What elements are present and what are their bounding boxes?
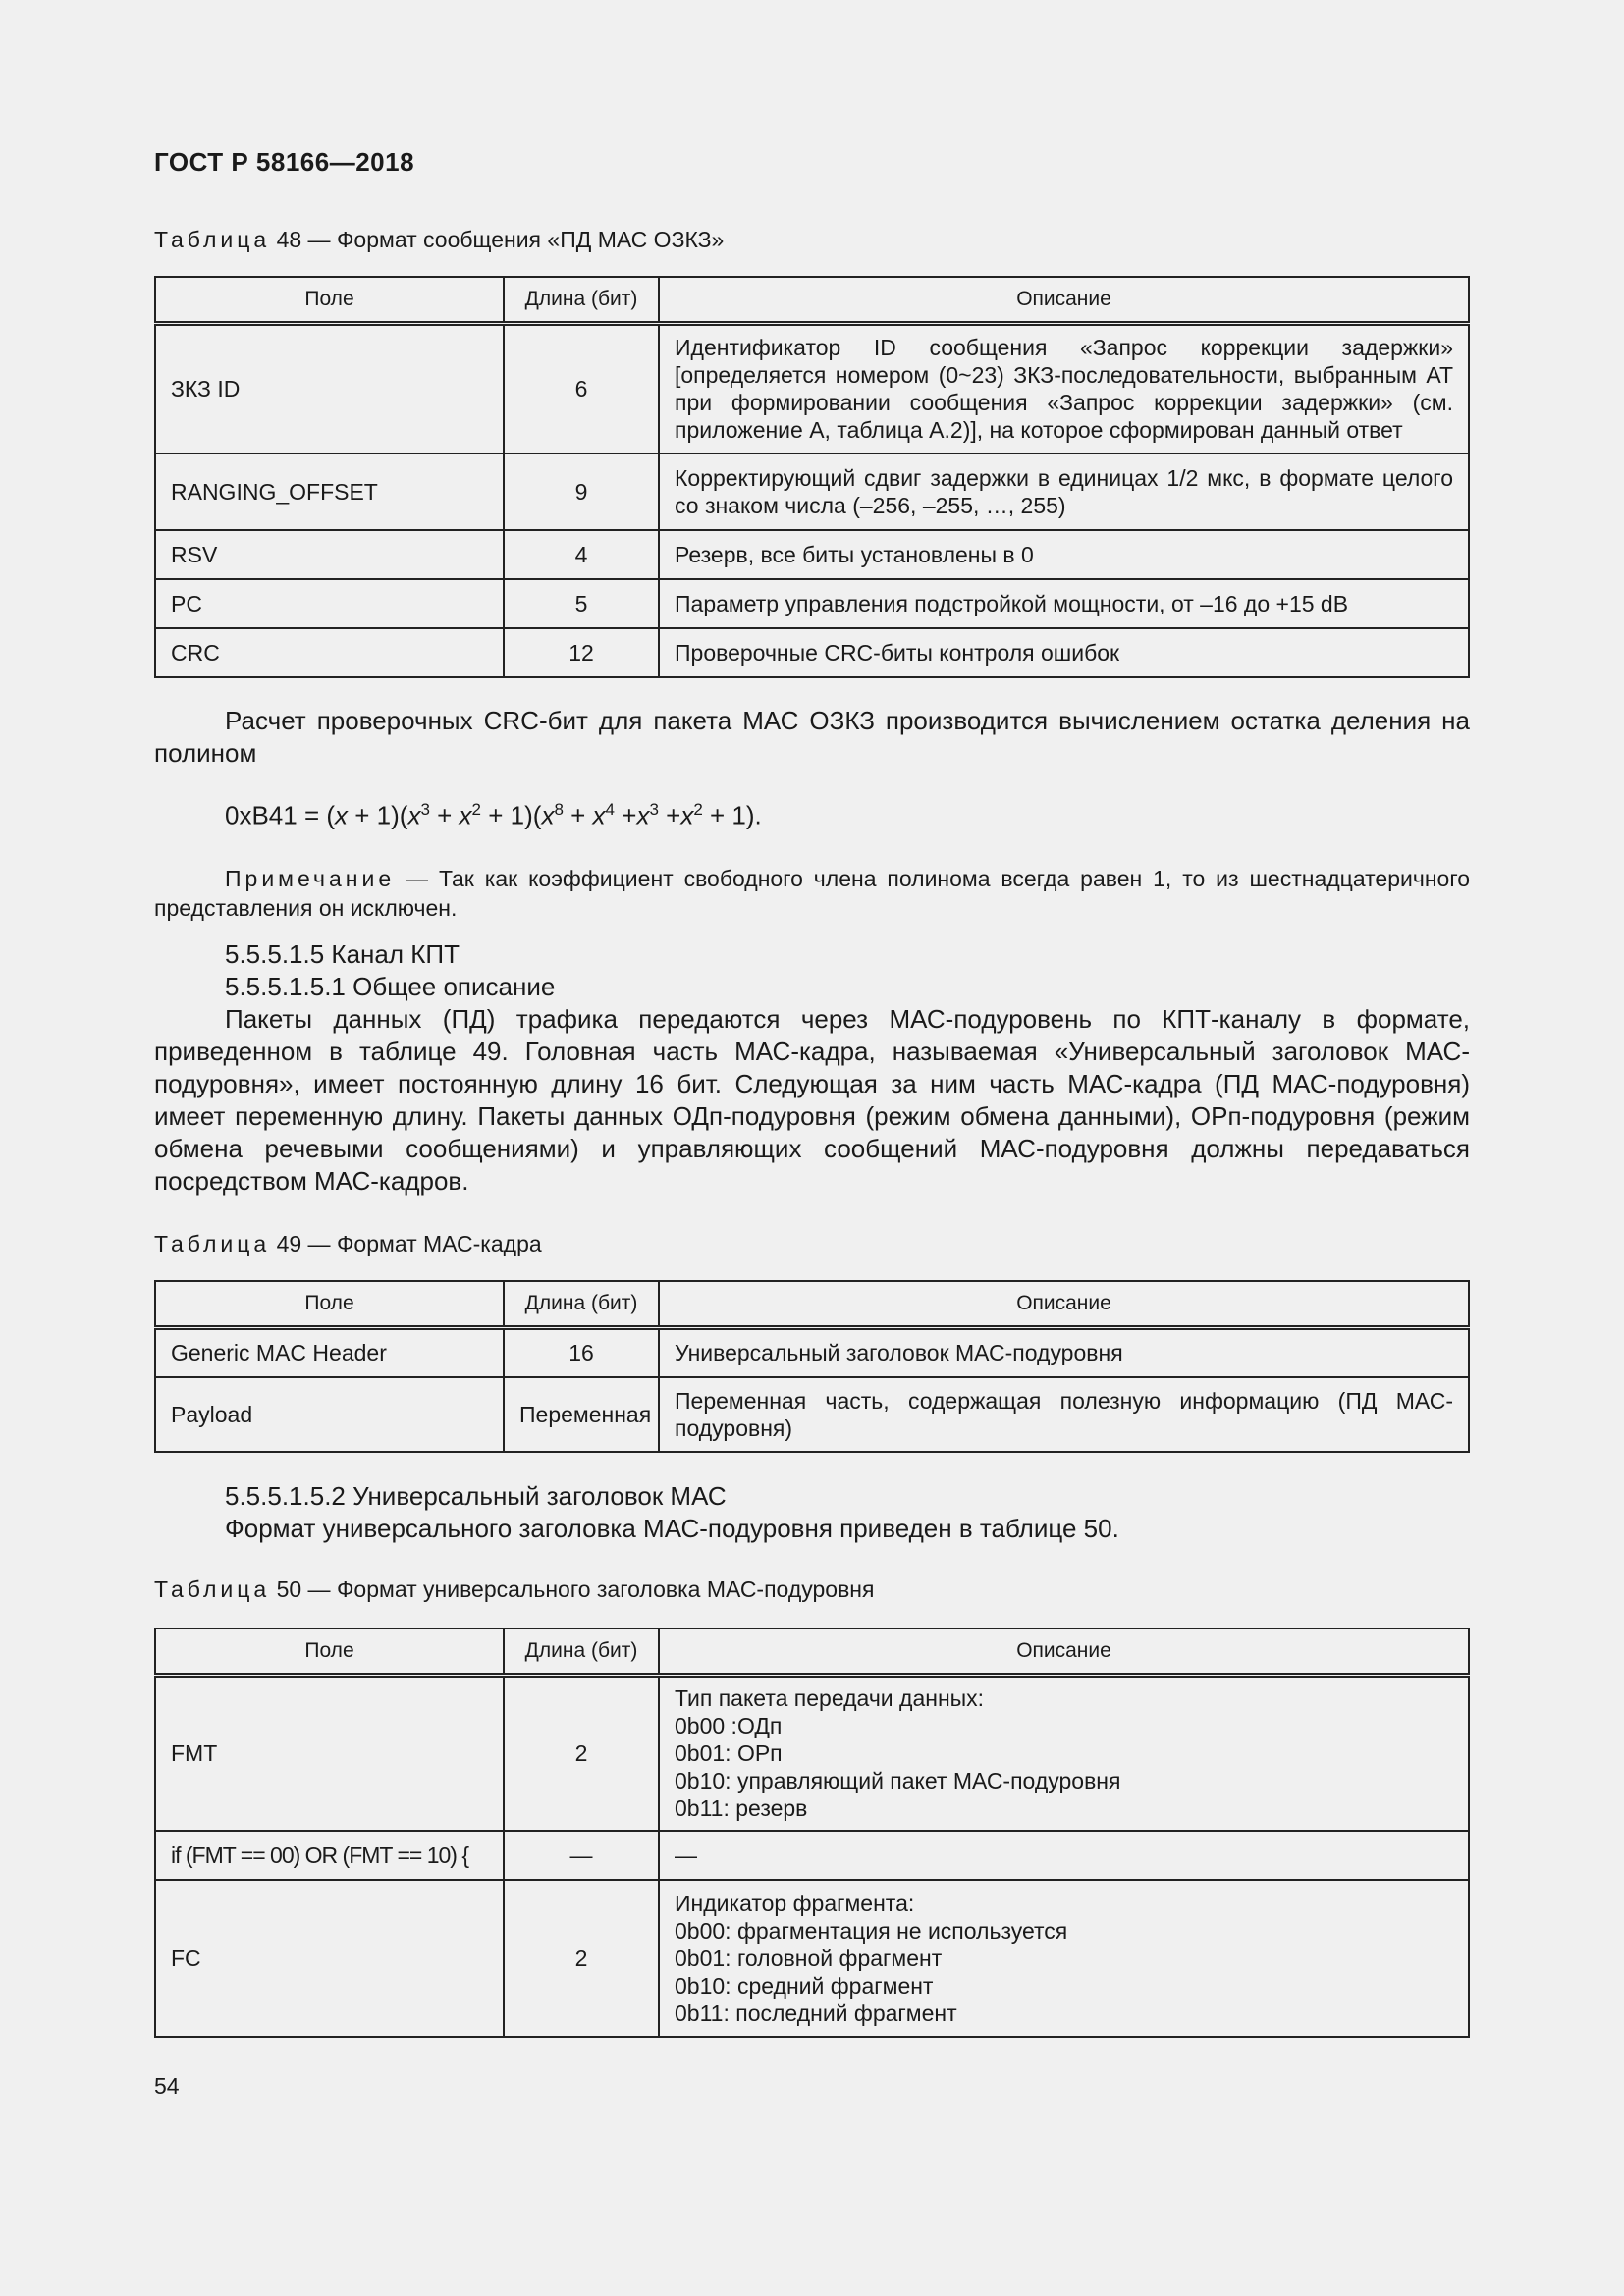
cell-field: FC — [155, 1880, 504, 2037]
table-49-caption — [154, 1231, 542, 1257]
header-field: Поле — [155, 1281, 504, 1328]
cell-description: Переменная часть, содержащая полезную информацию (ПД МАС-подуровня) — [659, 1377, 1469, 1452]
cell-description: Корректирующий сдвиг задержки в единицах 1/2 мкс, в формате целого со знаком числа (–256, –255, …, 255) — [659, 454, 1469, 530]
section-heading-5-5-5-1-5-1: 5.5.5.1.5.1 Общее описание — [225, 972, 556, 1001]
cell-field: ЗКЗ ID — [155, 324, 504, 454]
cell-length: — — [504, 1831, 659, 1880]
cell-description: Тип пакета передачи данных: 0b00 :ОДп 0b01: ОРп 0b10: управляющий пакет МАС-подуровня 0b11: резерв — [659, 1676, 1469, 1831]
cell-description: Универсальный заголовок МАС-подуровня — [659, 1328, 1469, 1377]
section-heading-5-5-5-1-5: 5.5.5.1.5 Канал КПТ — [225, 939, 460, 969]
cell-field: RANGING_OFFSET — [155, 454, 504, 530]
document-code: ГОСТ Р 58166—2018 — [154, 147, 415, 177]
table-row — [155, 530, 1469, 579]
header-length: Длина (бит) — [504, 277, 659, 324]
table-49 — [154, 1280, 1470, 1453]
table-header-row — [155, 1281, 1469, 1328]
header-field: Поле — [155, 277, 504, 324]
table-row — [155, 1676, 1469, 1831]
header-length: Длина (бит) — [504, 1629, 659, 1676]
caption-word: Таблица — [154, 227, 271, 252]
cell-length: Переменная — [504, 1377, 659, 1452]
table-row — [155, 1831, 1469, 1880]
cell-description: Идентификатор ID сообщения «Запрос коррекции задержки» [определяется номером (0~23) ЗКЗ-последовательности, выбранным АТ при формировании сообщения «Запрос коррекции задержки» (см. приложение А, таблица А.2)], на которое сформирован данный ответ — [659, 324, 1469, 454]
table-50-caption — [154, 1576, 874, 1603]
table-50-reference: Формат универсального заголовка МАС-подуровня приведен в таблице 50. — [225, 1514, 1119, 1543]
table-row — [155, 1880, 1469, 2037]
cell-field: RSV — [155, 530, 504, 579]
cell-field: FMT — [155, 1676, 504, 1831]
kpt-paragraph: Пакеты данных (ПД) трафика передаются через МАС-подуровень по КПТ-каналу в формате, приведенном в таблице 49. Головная часть МАС-кадра, называемая «Универсальный заголовок МАС-подуровня», имеет постоянную длину 16 бит. Следующая за ним часть МАС-кадра (ПД МАС-подуровня) имеет переменную длину. Пакеты данных ОДп-подуровня (режим обмена данными), ОРп-подуровня (режим обмена речевыми сообщениями) и управляющих сообщений МАС-подуровня должны передаваться посредством МАС-кадров. — [154, 1004, 1470, 1196]
cell-description: — — [659, 1831, 1469, 1880]
table-row — [155, 1377, 1469, 1452]
table-header-row — [155, 1629, 1469, 1676]
header-field: Поле — [155, 1629, 504, 1676]
table-48-caption — [154, 227, 724, 253]
cell-length: 2 — [504, 1880, 659, 2037]
header-length: Длина (бит) — [504, 1281, 659, 1328]
cell-field: PC — [155, 579, 504, 628]
cell-description: Параметр управления подстройкой мощности, от –16 до +15 dB — [659, 579, 1469, 628]
caption-text: 49 — Формат МАС-кадра — [276, 1231, 542, 1256]
table-50 — [154, 1628, 1470, 2038]
note-paragraph — [154, 864, 1470, 923]
caption-text: 48 — Формат сообщения «ПД МАС ОЗКЗ» — [276, 227, 725, 252]
table-row — [155, 324, 1469, 454]
table-row — [155, 1328, 1469, 1377]
crc-paragraph: Расчет проверочных CRC-бит для пакета МАС ОЗКЗ производится вычислением остатка деления на полином — [154, 706, 1470, 768]
table-header-row — [155, 277, 1469, 324]
table-row — [155, 628, 1469, 677]
table-48 — [154, 276, 1470, 678]
header-description: Описание — [659, 1629, 1469, 1676]
polynomial-formula: $0xB41 = (x + 1)(x^3 + x^2 + 1)(x^8 + x^4 +x^3 +x^2 + 1)$. — [225, 800, 762, 830]
cell-length: 4 — [504, 530, 659, 579]
caption-word: Таблица — [154, 1231, 271, 1256]
caption-word: Таблица — [154, 1576, 271, 1602]
cell-length: 2 — [504, 1676, 659, 1831]
cell-length: 6 — [504, 324, 659, 454]
header-description: Описание — [659, 277, 1469, 324]
note-text: — Так как коэффициент свободного члена полинома всегда равен 1, то из шестнадцатеричного представления он исключен. — [154, 866, 1470, 921]
cell-description: Индикатор фрагмента: 0b00: фрагментация не используется 0b01: головной фрагмент 0b10: средний фрагмент 0b11: последний фрагмент — [659, 1880, 1469, 2037]
cell-length: 12 — [504, 628, 659, 677]
cell-length: 9 — [504, 454, 659, 530]
cell-description: Резерв, все биты установлены в 0 — [659, 530, 1469, 579]
caption-text: 50 — Формат универсального заголовка МАС-подуровня — [276, 1576, 875, 1602]
cell-field: if (FMT == 00) OR (FMT == 10) { — [155, 1831, 504, 1880]
cell-field: Payload — [155, 1377, 504, 1452]
note-word: Примечание — [225, 866, 396, 891]
cell-field: CRC — [155, 628, 504, 677]
cell-length: 16 — [504, 1328, 659, 1377]
cell-length: 5 — [504, 579, 659, 628]
table-row — [155, 579, 1469, 628]
table-row — [155, 454, 1469, 530]
cell-description: Проверочные CRC-биты контроля ошибок — [659, 628, 1469, 677]
cell-field: Generic MAC Header — [155, 1328, 504, 1377]
section-heading-5-5-5-1-5-2: 5.5.5.1.5.2 Универсальный заголовок МАС — [225, 1481, 727, 1511]
page-number: 54 — [154, 2073, 180, 2099]
header-description: Описание — [659, 1281, 1469, 1328]
